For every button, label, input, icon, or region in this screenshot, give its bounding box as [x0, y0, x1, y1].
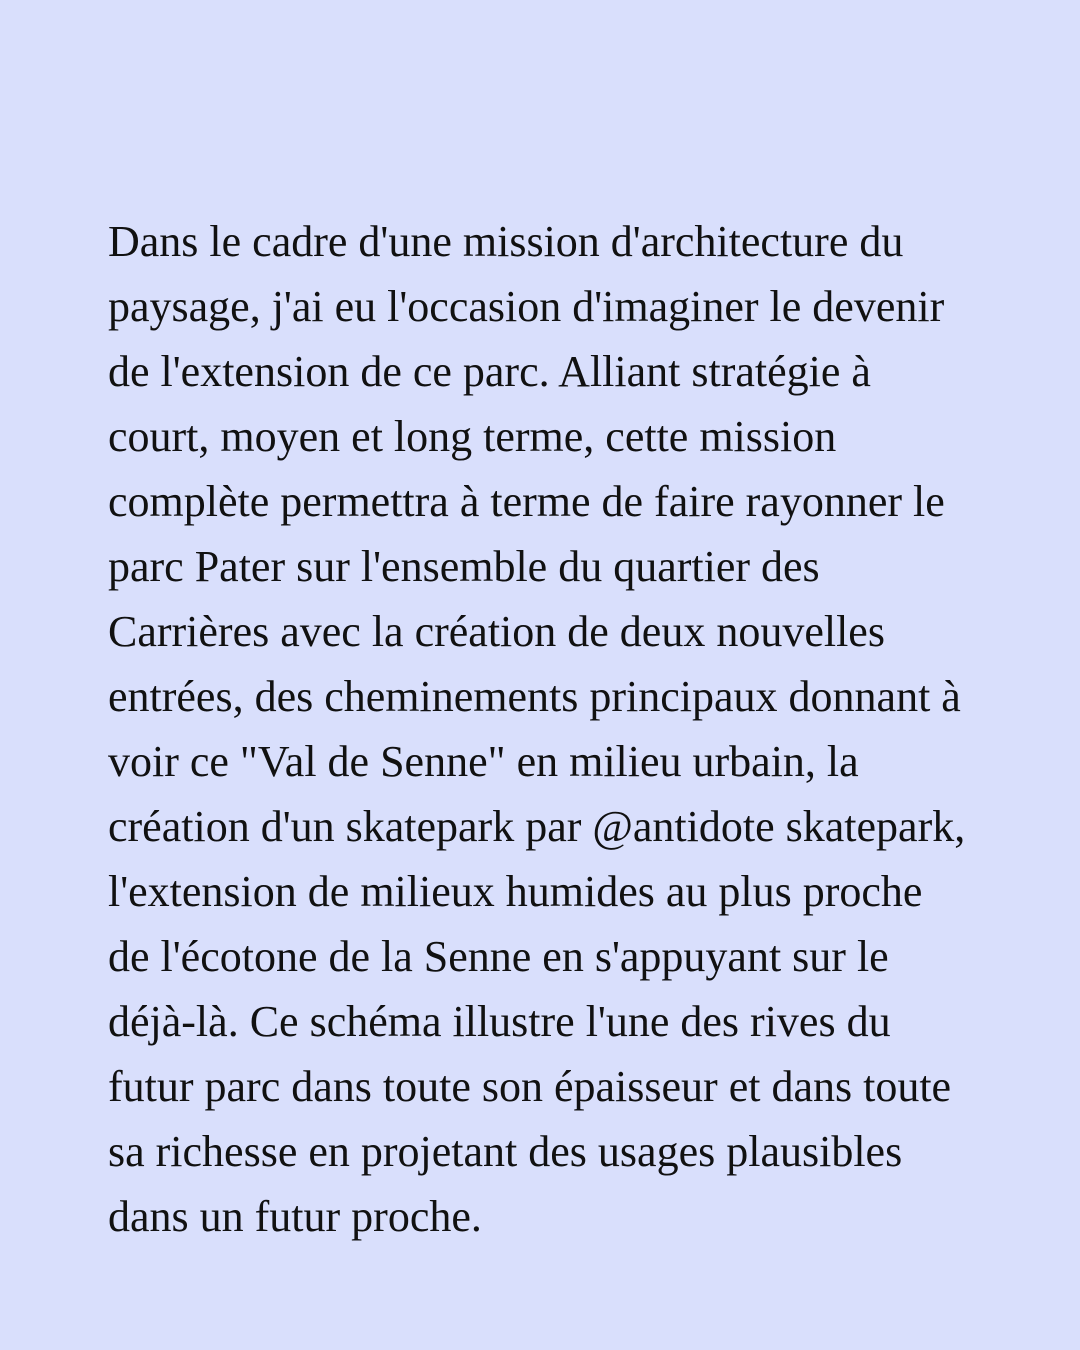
paragraph-line-4: court, moyen et long terme, cette mission [108, 412, 837, 461]
description-paragraph [108, 209, 1038, 1249]
paragraph-line-10: création d'un skatepark par @antidote skatepark, [108, 802, 966, 851]
paragraph-line-9: voir ce "Val de Senne" en milieu urbain, la [108, 737, 859, 786]
paragraph-line-8: entrées, des cheminements principaux donnant à [108, 672, 961, 721]
paragraph-line-14: futur parc dans toute son épaisseur et dans toute [108, 1062, 952, 1111]
paragraph-line-12: de l'écotone de la Senne en s'appuyant sur le [108, 932, 889, 981]
paragraph-line-3: de l'extension de ce parc. Alliant stratégie à [108, 347, 871, 396]
paragraph-line-15: sa richesse en projetant des usages plausibles [108, 1127, 903, 1176]
paragraph-line-5: complète permettra à terme de faire rayonner le [108, 477, 945, 526]
paragraph-line-2: paysage, j'ai eu l'occasion d'imaginer le devenir [108, 282, 945, 331]
paragraph-line-6: parc Pater sur l'ensemble du quartier des [108, 542, 820, 591]
paragraph-line-16: dans un futur proche. [108, 1192, 482, 1241]
paragraph-line-11: l'extension de milieux humides au plus proche [108, 867, 923, 916]
paragraph-line-7: Carrières avec la création de deux nouvelles [108, 607, 885, 656]
paragraph-line-1: Dans le cadre d'une mission d'architecture du [108, 217, 904, 266]
paragraph-line-13: déjà-là. Ce schéma illustre l'une des rives du [108, 997, 891, 1046]
